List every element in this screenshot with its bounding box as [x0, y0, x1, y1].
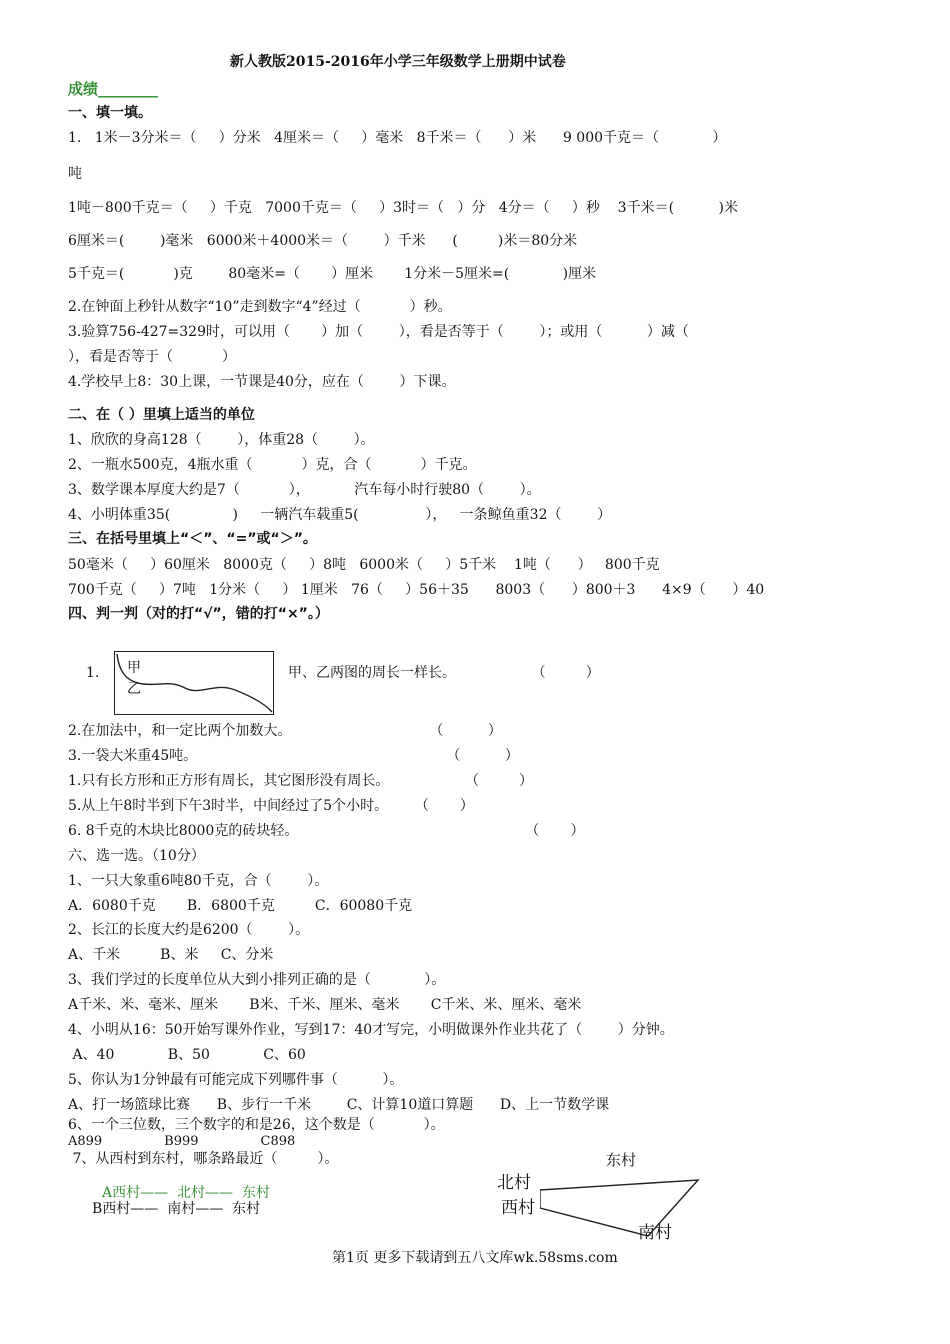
page-footer: 第1页 更多下载请到五八文库wk.58sms.com	[332, 1250, 618, 1266]
map-label-north: 北村	[497, 1173, 531, 1193]
s4-q5: 5.从上午8时半到下午3时半，中间经过了5个小时。 （ ）	[68, 798, 474, 814]
s6-q3: 3、我们学过的长度单位从大到小排列正确的是（ ）。	[68, 972, 446, 988]
s6-q5-options: A、打一场篮球比赛 B、步行一千米 C、计算10道口算题 D、上一节数学课	[68, 1097, 610, 1113]
s6-q7-option-a: A西村—— 北村—— 东村	[102, 1185, 270, 1201]
s4-q4: 1.只有长方形和正方形有周长，其它图形没有周长。 （ ）	[68, 773, 534, 789]
s6-q1-options: A．6080千克 B．6800千克 C．60080千克	[68, 898, 413, 914]
s1-line-1b: 吨	[68, 166, 82, 182]
s1-line-8: 4.学校早上8：30上课，一节课是40分，应在（ ）下课。	[68, 374, 456, 390]
s2-line-3: 3、数学课本厚度大约是7（ ）， 汽车每小时行驶80（ ）。	[68, 482, 541, 498]
s1-line-6: 3.验算756-427=329时，可以用（ ）加（ ），看是否等于（ ）；或用（ ）减（	[68, 324, 689, 340]
s6-q1: 1、一只大象重6吨80千克，合（ ）。	[68, 873, 329, 889]
village-map	[540, 1178, 710, 1242]
s4-q3: 3.一袋大米重45吨。 （ ）	[68, 748, 519, 764]
s2-line-1: 1、欣欣的身高128（ ），体重28（ ）。	[68, 432, 375, 448]
s6-q7-option-b: B西村—— 南村—— 东村	[92, 1201, 261, 1217]
figure-label-jia: 甲	[127, 660, 141, 676]
page-title: 新人教版2015-2016年小学三年级数学上册期中试卷	[230, 54, 566, 70]
s6-q6: 6、一个三位数，三个数字的和是26，这个数是（ ）。	[68, 1117, 445, 1133]
s4-q1-number: 1.	[86, 665, 100, 681]
s1-line-5: 2.在钟面上秒针从数字“10”走到数字“4”经过（ ）秒。	[68, 299, 452, 315]
section-6-heading: 六、选一选。（10分）	[68, 848, 205, 864]
section-4-heading: 四、判一判（对的打“√”，错的打“×”。）	[68, 606, 329, 622]
s6-q2: 2、长江的长度大约是6200（ ）。	[68, 922, 310, 938]
s3-line-1: 50毫米（ ）60厘米 8000克（ ）8吨 6000米（ ）5千米 1吨（ ） 800千克	[68, 557, 660, 573]
s1-line-2: 1吨－800千克＝（ ）千克 7000千克＝（ ）3时＝（ ）分 4分＝（ ）秒 3千米＝( )米	[68, 200, 739, 216]
map-label-south: 南村	[638, 1223, 672, 1243]
s6-q3-options: A千米、米、毫米、厘米 B米、千米、厘米、毫米 C千米、米、厘米、毫米	[68, 997, 582, 1013]
s2-line-2: 2、一瓶水500克，4瓶水重（ ）克，合（ ）千克。	[68, 457, 477, 473]
map-label-west: 西村	[501, 1198, 535, 1218]
s4-q1-text: 甲、乙两图的周长一样长。 （ ）	[288, 665, 600, 681]
score-line: 成绩________	[68, 80, 159, 98]
s6-q4-options: A、40 B、50 C、60	[68, 1047, 306, 1063]
s6-q6-options: A899 B999 C898	[68, 1134, 296, 1149]
s6-q7: 7、从西村到东村，哪条路最近（ ）。	[68, 1151, 339, 1167]
s1-line-1: 1. 1米－3分米＝（ ）分米 4厘米＝（ ）毫米 8千米＝（ ）米 9 000千克＝（ ）	[68, 130, 727, 146]
s1-line-3: 6厘米＝( )毫米 6000米＋4000米＝（ ）千米 ( )米＝80分米	[68, 233, 578, 249]
s6-q2-options: A、千米 B、米 C、分米	[68, 947, 274, 963]
s4-q6: 6. 8千克的木块比8000克的砖块轻。 （ ）	[68, 823, 585, 839]
s1-line-4: 5千克＝( )克 80毫米=（ ）厘米 1分米－5厘米=( )厘米	[68, 266, 597, 282]
figure-label-yi: 乙	[127, 681, 141, 697]
s3-line-2: 700千克（ ）7吨 1分米（ ） 1厘米 76（ ）56＋35 8003（ ）800＋3 4×9（ ）40	[68, 582, 765, 598]
section-3-heading: 三、在括号里填上“＜”、“=”或“＞”。	[68, 531, 317, 547]
s6-q4: 4、小明从16：50开始写课外作业，写到17：40才写完，小明做课外作业共花了（ ）分钟。	[68, 1022, 674, 1038]
s2-line-4: 4、小明体重35( ) 一辆汽车载重5( ）， 一条鲸鱼重32（ ）	[68, 507, 612, 523]
section-2-heading: 二、在（ ）里填上适当的单位	[68, 407, 255, 423]
perimeter-figure	[114, 651, 274, 715]
s4-q2: 2.在加法中，和一定比两个加数大。 （ ）	[68, 723, 502, 739]
s1-line-7: ），看是否等于（ ）	[68, 349, 236, 365]
section-1-heading: 一、填一填。	[68, 105, 152, 121]
village-map-shape	[540, 1178, 710, 1238]
s6-q5: 5、你认为1分钟最有可能完成下列哪件事（ ）。	[68, 1072, 404, 1088]
map-label-east: 东村	[606, 1151, 637, 1169]
